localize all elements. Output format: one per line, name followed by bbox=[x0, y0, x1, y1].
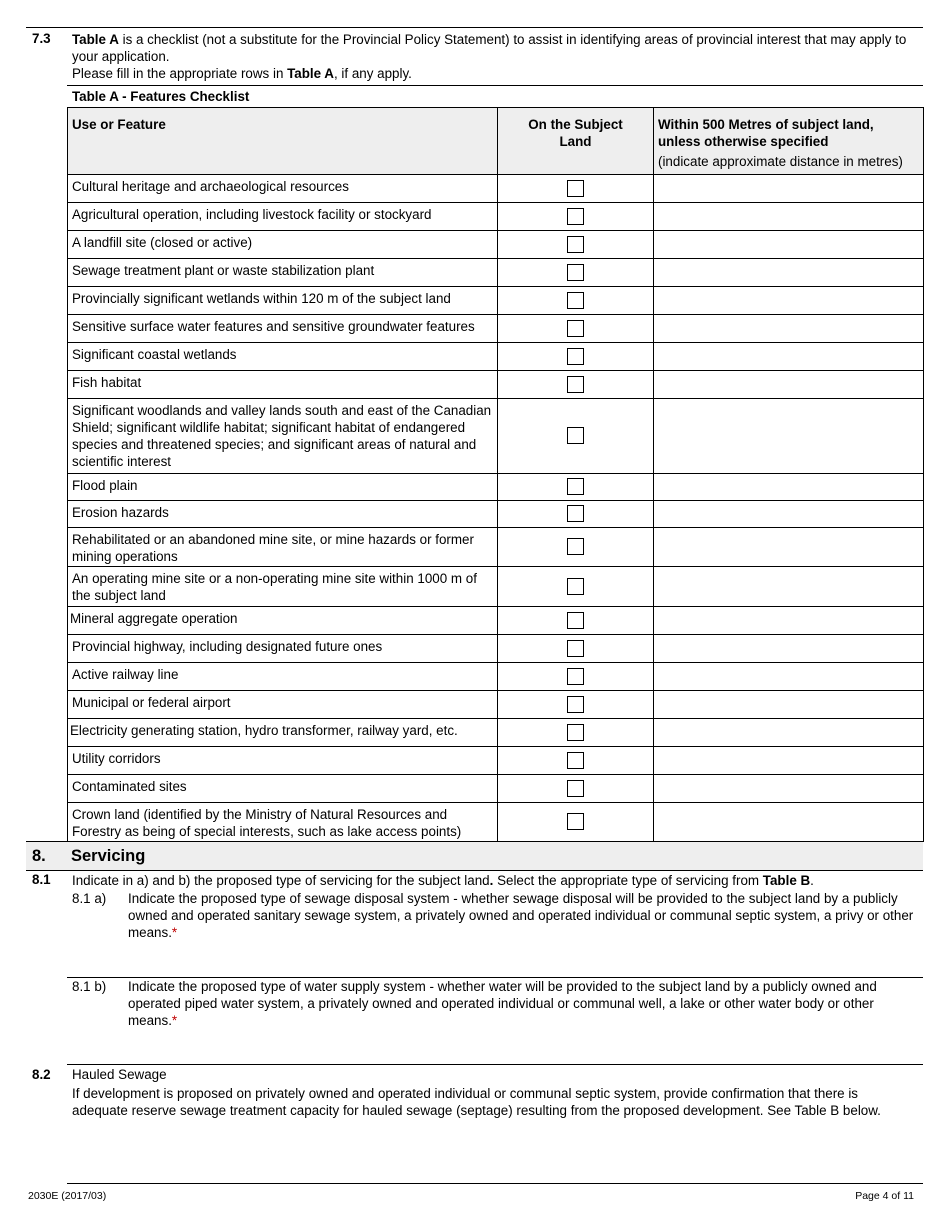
table-row bbox=[68, 259, 924, 287]
on-subject-land-cell bbox=[498, 803, 654, 842]
top-rule bbox=[26, 27, 923, 28]
table-row bbox=[68, 635, 924, 663]
on-subject-land-checkbox[interactable] bbox=[567, 724, 584, 741]
feature-label: Mineral aggregate operation bbox=[68, 607, 498, 635]
distance-input-cell[interactable] bbox=[654, 635, 924, 663]
table-a-title: Table A - Features Checklist bbox=[72, 89, 250, 104]
on-subject-land-checkbox[interactable] bbox=[567, 612, 584, 629]
feature-label: Significant woodlands and valley lands south and east of the Canadian Shield; significant wildlife habitat; significant habitat of endangered species and threatened species; and significant areas of natural and scientific interest bbox=[68, 399, 498, 474]
features-checklist-table bbox=[67, 107, 924, 842]
page-number: Page 4 of 11 bbox=[855, 1190, 914, 1202]
feature-label: Provincial highway, including designated future ones bbox=[68, 635, 498, 663]
on-subject-land-checkbox[interactable] bbox=[567, 348, 584, 365]
section-8-1b-text: Indicate the proposed type of water supply system - whether water will be provided to the subject land by a publicly owned and operated piped water system, a privately owned and operated individual or communal well, a lake or other water body or other means.* bbox=[128, 979, 877, 1028]
on-subject-land-checkbox[interactable] bbox=[567, 752, 584, 769]
distance-input-cell[interactable] bbox=[654, 528, 924, 567]
on-subject-land-checkbox[interactable] bbox=[567, 538, 584, 555]
on-subject-land-checkbox[interactable] bbox=[567, 780, 584, 797]
feature-label: Crown land (identified by the Ministry of Natural Resources and Forestry as being of special interests, such as lake access points) bbox=[68, 803, 498, 842]
on-subject-land-cell bbox=[498, 663, 654, 691]
section-8-1a-text: Indicate the proposed type of sewage disposal system - whether sewage disposal will be provided to the subject land by a publicly owned and operated sanitary sewage system, a privately owned and operated individual or communal septic system, a privy or other means.* bbox=[128, 891, 914, 940]
table-row bbox=[68, 567, 924, 607]
distance-input-cell[interactable] bbox=[654, 607, 924, 635]
table-row bbox=[68, 287, 924, 315]
feature-label: Agricultural operation, including livestock facility or stockyard bbox=[68, 203, 498, 231]
on-subject-land-cell bbox=[498, 175, 654, 203]
water-answer-rule bbox=[67, 1064, 923, 1065]
feature-label: Electricity generating station, hydro transformer, railway yard, etc. bbox=[68, 719, 498, 747]
on-subject-land-cell bbox=[498, 474, 654, 501]
table-row bbox=[68, 231, 924, 259]
table-row bbox=[68, 775, 924, 803]
on-subject-land-checkbox[interactable] bbox=[567, 478, 584, 495]
table-a-ref: Table A bbox=[72, 32, 119, 47]
table-row bbox=[68, 607, 924, 635]
distance-input-cell[interactable] bbox=[654, 343, 924, 371]
on-subject-land-checkbox[interactable] bbox=[567, 264, 584, 281]
on-subject-land-checkbox[interactable] bbox=[567, 640, 584, 657]
distance-input-cell[interactable] bbox=[654, 775, 924, 803]
distance-input-cell[interactable] bbox=[654, 747, 924, 775]
feature-label: Erosion hazards bbox=[68, 501, 498, 528]
distance-input-cell[interactable] bbox=[654, 803, 924, 842]
feature-label: Rehabilitated or an abandoned mine site, or mine hazards or former mining operations bbox=[68, 528, 498, 567]
table-row bbox=[68, 747, 924, 775]
feature-label: Contaminated sites bbox=[68, 775, 498, 803]
on-subject-land-checkbox[interactable] bbox=[567, 578, 584, 595]
feature-label: Flood plain bbox=[68, 474, 498, 501]
section-7-3-intro: Table A is a checklist (not a substitute for the Provincial Policy Statement) to assist in identifying areas of provincial interest that may apply to your application. Please fill in the appropriate rows in Table A, if any apply. bbox=[72, 32, 907, 81]
servicing-title: Servicing bbox=[71, 847, 146, 865]
on-subject-land-cell bbox=[498, 635, 654, 663]
distance-input-cell[interactable] bbox=[654, 501, 924, 528]
distance-input-cell[interactable] bbox=[654, 203, 924, 231]
on-subject-land-cell bbox=[498, 747, 654, 775]
table-header-row bbox=[68, 108, 924, 175]
on-subject-land-cell bbox=[498, 399, 654, 474]
distance-input-cell[interactable] bbox=[654, 663, 924, 691]
section-8-2-text: If development is proposed on privately owned and operated individual or communal septic system, provide confirmation that there is adequate reserve sewage treatment capacity for hauled sewage (septage) resulting from the proposed development. See Table B below. bbox=[72, 1086, 881, 1118]
col-within-500m-note: (indicate approximate distance in metres) bbox=[658, 154, 903, 169]
feature-label: An operating mine site or a non-operating mine site within 1000 m of the subject land bbox=[68, 567, 498, 607]
on-subject-land-cell bbox=[498, 607, 654, 635]
col-within-500m: Within 500 Metres of subject land, unless otherwise specified (indicate approximate distance in metres) bbox=[654, 108, 924, 175]
feature-label: Significant coastal wetlands bbox=[68, 343, 498, 371]
on-subject-land-checkbox[interactable] bbox=[567, 505, 584, 522]
hauled-sewage-answer-field[interactable] bbox=[67, 1140, 923, 1180]
section-8-1b-label: 8.1 b) bbox=[72, 979, 107, 994]
distance-input-cell[interactable] bbox=[654, 399, 924, 474]
distance-input-cell[interactable] bbox=[654, 719, 924, 747]
servicing-section-header bbox=[26, 841, 923, 870]
table-row bbox=[68, 719, 924, 747]
on-subject-land-checkbox[interactable] bbox=[567, 236, 584, 253]
section-8-2-title: Hauled Sewage bbox=[72, 1067, 167, 1082]
table-row bbox=[68, 399, 924, 474]
on-subject-land-cell bbox=[498, 371, 654, 399]
on-subject-land-cell bbox=[498, 775, 654, 803]
distance-input-cell[interactable] bbox=[654, 231, 924, 259]
on-subject-land-cell bbox=[498, 343, 654, 371]
table-row bbox=[68, 691, 924, 719]
distance-input-cell[interactable] bbox=[654, 259, 924, 287]
table-row bbox=[68, 528, 924, 567]
feature-label: Active railway line bbox=[68, 663, 498, 691]
table-row bbox=[68, 203, 924, 231]
feature-label: Cultural heritage and archaeological resources bbox=[68, 175, 498, 203]
table-row bbox=[68, 501, 924, 528]
on-subject-land-checkbox[interactable] bbox=[567, 180, 584, 197]
on-subject-land-cell bbox=[498, 528, 654, 567]
on-subject-land-checkbox[interactable] bbox=[567, 813, 584, 830]
on-subject-land-checkbox[interactable] bbox=[567, 427, 584, 444]
sewage-disposal-answer-field[interactable] bbox=[67, 944, 923, 976]
servicing-bar-rule bbox=[26, 870, 923, 871]
distance-input-cell[interactable] bbox=[654, 287, 924, 315]
table-row bbox=[68, 663, 924, 691]
section-8-1a-label: 8.1 a) bbox=[72, 891, 107, 906]
on-subject-land-checkbox[interactable] bbox=[567, 668, 584, 685]
on-subject-land-checkbox[interactable] bbox=[567, 696, 584, 713]
section-8-1-text: Indicate in a) and b) the proposed type of servicing for the subject land. Select the appropriate type of servicing from Table B. bbox=[72, 873, 814, 888]
feature-label: A landfill site (closed or active) bbox=[68, 231, 498, 259]
on-subject-land-checkbox[interactable] bbox=[567, 376, 584, 393]
table-a-title-rule bbox=[67, 85, 923, 86]
section-8-2-number: 8.2 bbox=[32, 1067, 51, 1082]
distance-input-cell[interactable] bbox=[654, 691, 924, 719]
table-row bbox=[68, 474, 924, 501]
distance-input-cell[interactable] bbox=[654, 315, 924, 343]
on-subject-land-cell bbox=[498, 203, 654, 231]
feature-label: Fish habitat bbox=[68, 371, 498, 399]
on-subject-land-cell bbox=[498, 501, 654, 528]
table-row bbox=[68, 371, 924, 399]
col-use-or-feature: Use or Feature bbox=[68, 108, 498, 175]
distance-input-cell[interactable] bbox=[654, 371, 924, 399]
col-on-subject-land: On the Subject Land bbox=[498, 108, 654, 175]
feature-label: Utility corridors bbox=[68, 747, 498, 775]
feature-label: Municipal or federal airport bbox=[68, 691, 498, 719]
feature-label: Provincially significant wetlands within 120 m of the subject land bbox=[68, 287, 498, 315]
distance-input-cell[interactable] bbox=[654, 175, 924, 203]
water-supply-answer-field[interactable] bbox=[67, 1031, 923, 1063]
required-mark: * bbox=[171, 925, 178, 940]
section-7-3-number: 7.3 bbox=[32, 31, 51, 46]
table-row bbox=[68, 343, 924, 371]
on-subject-land-cell bbox=[498, 719, 654, 747]
distance-input-cell[interactable] bbox=[654, 474, 924, 501]
section-8-1-number: 8.1 bbox=[32, 872, 51, 887]
table-row bbox=[68, 175, 924, 203]
on-subject-land-cell bbox=[498, 259, 654, 287]
feature-label: Sensitive surface water features and sensitive groundwater features bbox=[68, 315, 498, 343]
table-row bbox=[68, 803, 924, 842]
feature-label: Sewage treatment plant or waste stabilization plant bbox=[68, 259, 498, 287]
footer-rule bbox=[67, 1183, 923, 1184]
table-row bbox=[68, 315, 924, 343]
on-subject-land-checkbox[interactable] bbox=[567, 292, 584, 309]
distance-input-cell[interactable] bbox=[654, 567, 924, 607]
on-subject-land-cell bbox=[498, 567, 654, 607]
on-subject-land-cell bbox=[498, 315, 654, 343]
form-id: 2030E (2017/03) bbox=[28, 1190, 107, 1202]
required-mark: * bbox=[171, 1013, 178, 1028]
servicing-number: 8. bbox=[32, 847, 46, 865]
on-subject-land-checkbox[interactable] bbox=[567, 208, 584, 225]
on-subject-land-checkbox[interactable] bbox=[567, 320, 584, 337]
on-subject-land-cell bbox=[498, 231, 654, 259]
on-subject-land-cell bbox=[498, 691, 654, 719]
on-subject-land-cell bbox=[498, 287, 654, 315]
